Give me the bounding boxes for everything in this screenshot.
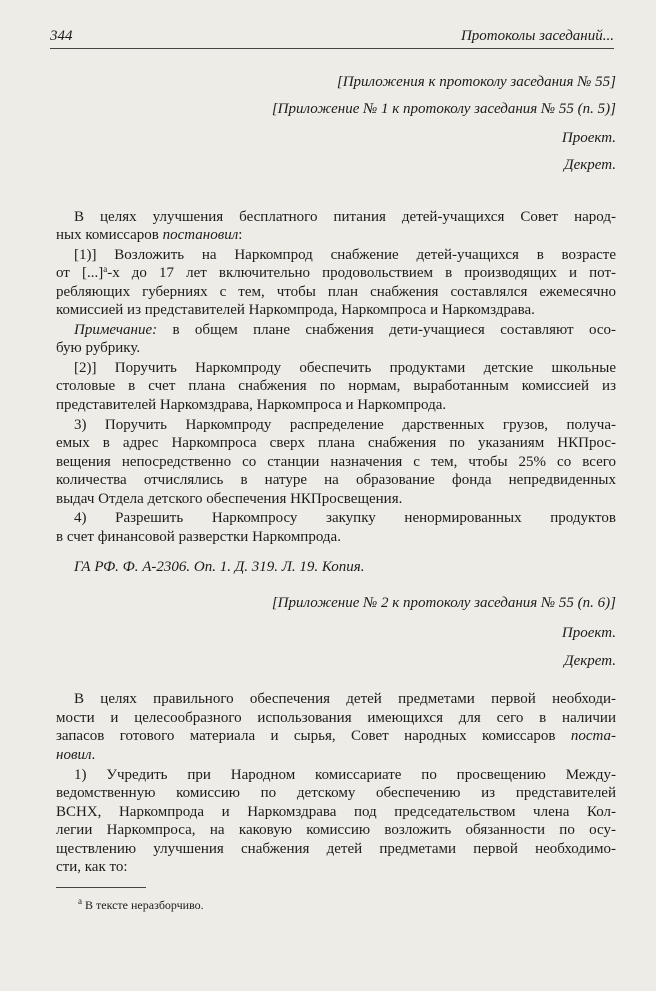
text-line: вещения непосредственно со станции назначения с тем, чтобы 25% со всего	[56, 454, 616, 470]
footnote-mark: а	[78, 896, 82, 906]
text-line: ществлению улучшения снабжения детей предметами первой необходимо-	[56, 841, 616, 857]
text-line: новил.	[56, 747, 96, 763]
text-line: ВСНХ, Наркомпрода и Наркомздрава под председательством члена Кол-	[56, 804, 616, 820]
appendix-2-heading: [Приложение № 2 к протоколу заседания № 55 (п. 6)]	[271, 595, 616, 611]
text-line: представителей Наркомздрава, Наркомпроса и Наркомпрода.	[56, 397, 447, 413]
text-line: выдач Отдела детского обеспечения НКПросвещения.	[56, 491, 403, 507]
text-line: [1)] Возложить на Наркомпрод снабжение детей-учащихся в возрасте	[74, 247, 616, 263]
text-line: емых в адрес Наркомпроса сверх плана снабжения по указаниям НКПрос-	[56, 435, 616, 451]
appendix-2-decree-label: Декрет.	[564, 653, 616, 669]
appendix-1-heading: [Приложение № 1 к протоколу заседания № 55 (п. 5)]	[271, 101, 616, 117]
text-line: столовые в счет плана снабжения по нормам, выработанным комиссией из	[56, 378, 616, 394]
appendix-1-draft-label: Проект.	[561, 130, 616, 146]
text-line: 1) Учредить при Народном комиссариате по просвещению Между-	[74, 767, 616, 783]
text-line: легии Наркомпроса, на каковую комиссию возложить обязанности по осу-	[56, 822, 616, 838]
text-line: 4) Разрешить Наркомпросу закупку ненормированных продуктов	[74, 510, 616, 526]
text-line: в счет финансовой разверстки Наркомпрода.	[56, 529, 341, 545]
appendix-1-decree-label: Декрет.	[564, 157, 616, 173]
text-line: [2)] Поручить Наркомпроду обеспечить продуктами детские школьные	[74, 360, 616, 376]
running-title: Протоколы заседаний...	[460, 28, 614, 44]
text-line: комиссией из представителей Наркомпрода, Наркомпроса и Наркомздрава.	[56, 302, 535, 318]
page-number: 344	[50, 28, 73, 44]
text-line: В целях улучшения бесплатного питания детей-учащихся Совет народ-	[74, 209, 616, 225]
appendices-heading: [Приложения к протоколу заседания № 55]	[336, 74, 616, 90]
text-line: ведомственную комиссию по детскому обеспечению из представителей	[56, 785, 616, 801]
text-line: мости и целесообразного использования имеющихся для сего в наличии	[56, 710, 616, 726]
text-line: В целях правильного обеспечения детей предметами первой необходи-	[74, 691, 616, 707]
text-line: ребляющих губерниях с тем, чтобы план снабжения составлялся ежемесячно	[56, 284, 616, 300]
archive-reference: ГА РФ. Ф. А-2306. Оп. 1. Д. 319. Л. 19. Копия.	[74, 559, 365, 575]
text-line: ных комиссаров постановил:	[56, 227, 243, 243]
appendix-2-draft-label: Проект.	[561, 625, 616, 641]
text-line: бую рубрику.	[56, 340, 141, 356]
footnote: $^а$ В тексте неразборчиво.	[78, 896, 204, 912]
text-line: количества отчислялись в натуре на образование фонда непредвиденных	[56, 472, 616, 488]
text-line: запасов готового материала и сырья, Совет народных комиссаров поста-	[56, 728, 616, 744]
text-line: 3) Поручить Наркомпроду распределение дарственных грузов, получа-	[74, 417, 616, 433]
footnote-divider	[56, 887, 146, 888]
footnote-ref: а	[103, 264, 108, 274]
text-line: Примечание: в общем плане снабжения дети-учащиеся составляют осо-	[74, 322, 616, 338]
running-header	[50, 22, 614, 49]
text-line: сти, как то:	[56, 859, 128, 875]
text-line: от [...]$^а$-х до 17 лет включительно продовольствием в производящих и пот-	[56, 264, 616, 281]
